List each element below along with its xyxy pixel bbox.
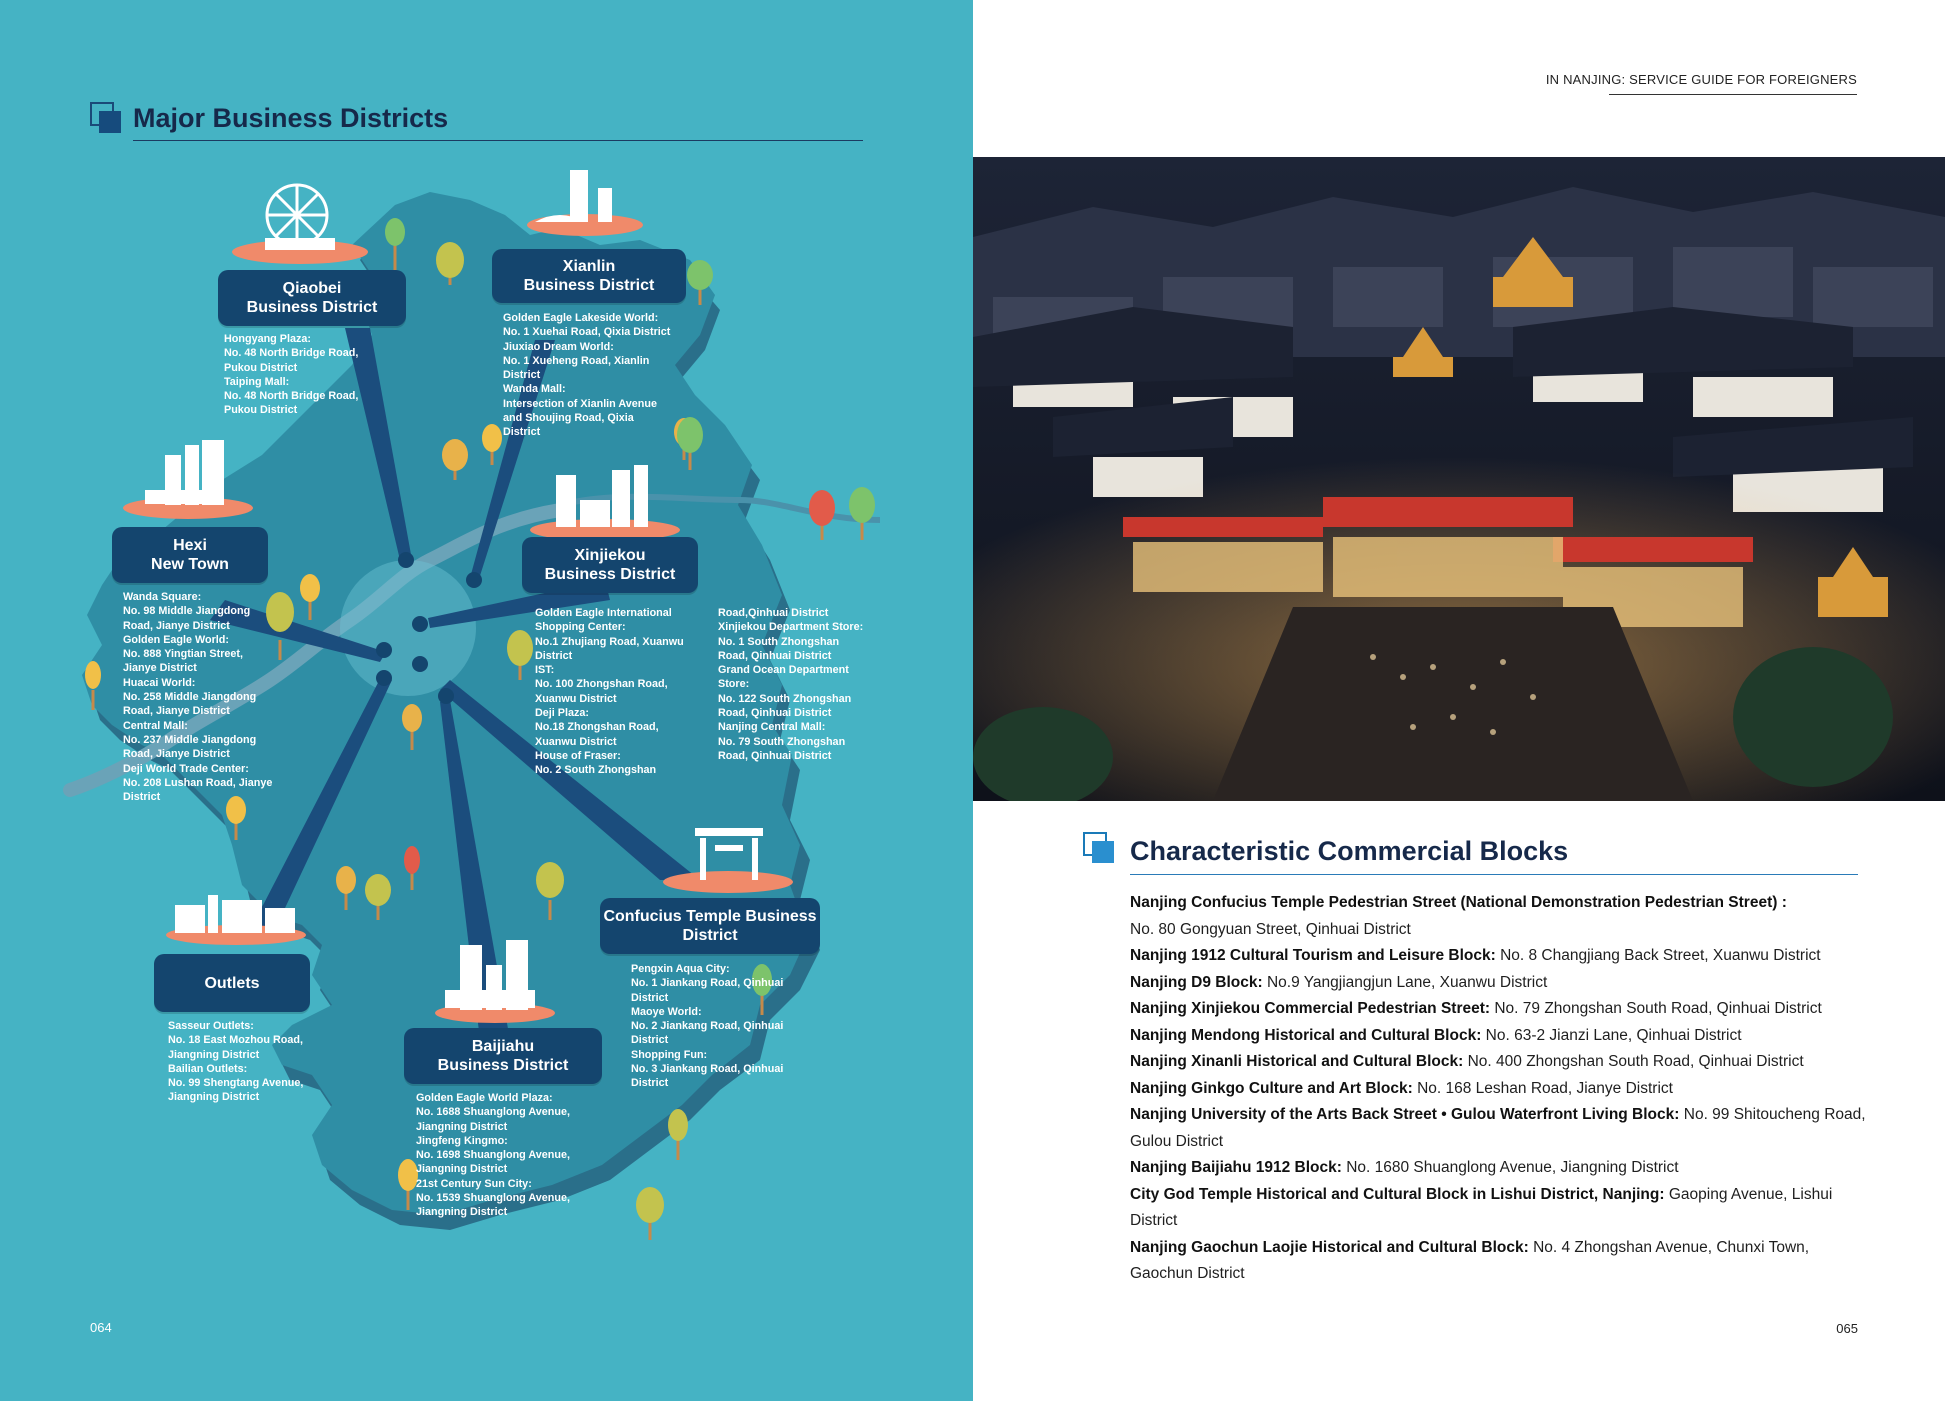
info-confucius: Pengxin Aqua City: No. 1 Jiankang Road, Qinhuai District Maoye World: No. 2 Jiankang Road, Qinhuai District Shopping Fun: No. 3 Jiankang Road, Qinhuai District	[631, 963, 784, 1090]
header-rule	[1609, 94, 1857, 95]
city-center-highlight	[340, 560, 476, 696]
block-name: Nanjing Mendong Historical and Cultural Block:	[1130, 1026, 1482, 1044]
block-name: Nanjing Gaochun Laojie Historical and Cultural Block:	[1130, 1238, 1529, 1256]
label-hexi[interactable]: Hexi New Town	[112, 527, 268, 583]
block-address: Gaoping Avenue, Lishui District	[1130, 1185, 1833, 1229]
ferris-wheel-icon	[267, 185, 327, 245]
pin-center	[412, 656, 428, 672]
label-qiaobei[interactable]: Qiaobei Business District	[218, 270, 406, 326]
commercial-block-item	[1130, 890, 1870, 943]
xianlin-towers-icon	[535, 170, 612, 222]
section-icon-right	[1083, 832, 1115, 864]
info-xianlin: Golden Eagle Lakeside World: No. 1 Xuehai Road, Qixia District Jiuxiao Dream World: No. 1 Xueheng Road, Xianlin District Wanda Mall: Intersection of Xianlin Avenue and Shoujing Road, Qixia District	[503, 312, 671, 439]
night-street-photo	[973, 157, 1945, 801]
page-number-right: 065	[1836, 1321, 1858, 1336]
commercial-block-item	[1130, 970, 1870, 997]
label-confucius[interactable]: Confucius Temple Business District	[600, 898, 820, 954]
block-address: No. 4 Zhongshan Avenue, Chunxi Town, Gaochun District	[1130, 1238, 1810, 1282]
block-address: No. 63-2 Jianzi Lane, Qinhuai District	[1485, 1026, 1742, 1044]
commercial-block-item	[1130, 1023, 1870, 1050]
page-number-left: 064	[90, 1320, 112, 1335]
pin-baijiahu	[438, 688, 454, 704]
block-address: No. 168 Leshan Road, Jianye District	[1417, 1079, 1673, 1097]
info-baijiahu: Golden Eagle World Plaza: No. 1688 Shuanglong Avenue, Jiangning District Jingfeng Kingmo: No. 1698 Shuanglong Avenue, Jiangning District 21st Century Sun City: No. 1539 Shuanglong Avenue, Jiangning District	[416, 1092, 570, 1219]
section-rule-right	[1130, 874, 1858, 875]
pin-outlets	[376, 670, 392, 686]
section-rule	[133, 140, 863, 141]
pin-hexi	[376, 642, 392, 658]
label-xinjiekou[interactable]: Xinjiekou Business District	[522, 537, 698, 593]
info-xinjiekou-col2: Road,Qinhuai District Xinjiekou Department Store: No. 1 South Zhongshan Road, Qinhuai District Grand Ocean Department Store: No. 122 South Zhongshan Road, Qinhuai District Nanjing Central Mall: No. 79 South Zhongshan Road, Qinhuai District	[718, 607, 864, 762]
section-title: Major Business Districts	[133, 103, 449, 133]
block-name: City God Temple Historical and Cultural Block in Lishui District, Nanjing:	[1130, 1185, 1665, 1203]
info-xinjiekou-col1: Golden Eagle International Shopping Center: No.1 Zhujiang Road, Xuanwu District IST: No. 100 Zhongshan Road, Xuanwu District Deji Plaza: No.18 Zhongshan Road, Xuanwu District House of Fraser: No. 2 South Zhongshan	[535, 607, 684, 777]
confucius-landmark-base	[663, 871, 793, 893]
block-name: Nanjing 1912 Cultural Tourism and Leisure Block:	[1130, 947, 1496, 964]
commercial-block-item	[1130, 1235, 1870, 1288]
commercial-block-item	[1130, 1102, 1870, 1155]
section-icon	[90, 102, 122, 134]
commercial-block-item	[1130, 996, 1870, 1023]
commercial-block-item	[1130, 1155, 1870, 1182]
block-name: Nanjing Xinanli Historical and Cultural Block:	[1130, 1053, 1464, 1070]
block-name: Nanjing Confucius Temple Pedestrian Street (National Demonstration Pedestrian Street) :	[1130, 894, 1787, 911]
commercial-block-item	[1130, 1076, 1870, 1103]
info-hexi: Wanda Square: No. 98 Middle Jiangdong Road, Jianye District Golden Eagle World: No. 888 Yingtian Street, Jianye District Huacai World: No. 258 Middle Jiangdong Road, Jianye District Central Mall: No. 237 Middle Jiangdong Road, Jianye District Deji World Trade Center: No. 208 Lushan Road, Jianye District	[123, 591, 273, 804]
block-name: Nanjing Baijiahu 1912 Block:	[1130, 1159, 1342, 1176]
block-name: Nanjing Ginkgo Culture and Art Block:	[1130, 1079, 1413, 1097]
block-name: Nanjing Xinjiekou Commercial Pedestrian Street:	[1130, 1000, 1491, 1017]
block-address: No. 80 Gongyuan Street, Qinhuai District	[1130, 920, 1411, 938]
section-title-right: Characteristic Commercial Blocks	[1130, 836, 1569, 866]
block-address: No. 8 Changjiang Back Street, Xuanwu District	[1500, 947, 1821, 964]
block-address: No. 99 Shitoucheng Road, Gulou District	[1130, 1106, 1866, 1150]
info-qiaobei: Hongyang Plaza: No. 48 North Bridge Road, Pukou District Taiping Mall: No. 48 North Bridge Road, Pukou District	[224, 333, 359, 417]
commercial-blocks-list	[1130, 890, 1870, 1288]
running-header: IN NANJING: SERVICE GUIDE FOR FOREIGNERS	[1545, 72, 1857, 87]
hexi-towers-icon	[145, 440, 224, 505]
block-name: Nanjing D9 Block:	[1130, 973, 1263, 991]
label-baijiahu[interactable]: Baijiahu Business District	[404, 1028, 602, 1084]
block-address: No.9 Yangjiangjun Lane, Xuanwu District	[1266, 973, 1548, 991]
pin-qiaobei	[398, 552, 414, 568]
pin-xianlin	[466, 572, 482, 588]
commercial-block-item	[1130, 1049, 1870, 1076]
label-outlets[interactable]: Outlets	[154, 954, 310, 1012]
commercial-block-item	[1130, 943, 1870, 970]
label-xianlin[interactable]: Xianlin Business District	[492, 249, 686, 303]
block-name: Nanjing University of the Arts Back Street • Gulou Waterfront Living Block:	[1130, 1106, 1680, 1123]
block-address: No. 79 Zhongshan South Road, Qinhuai District	[1494, 1000, 1822, 1017]
pin-xinjiekou	[412, 616, 428, 632]
block-address: No. 400 Zhongshan South Road, Qinhuai District	[1467, 1053, 1804, 1070]
right-page	[973, 0, 1945, 1401]
block-address: No. 1680 Shuanglong Avenue, Jiangning District	[1346, 1159, 1679, 1176]
commercial-block-item	[1130, 1182, 1870, 1235]
info-outlets: Sasseur Outlets: No. 18 East Mozhou Road, Jiangning District Bailian Outlets: No. 99 Shengtang Avenue, Jiangning District	[168, 1020, 304, 1104]
